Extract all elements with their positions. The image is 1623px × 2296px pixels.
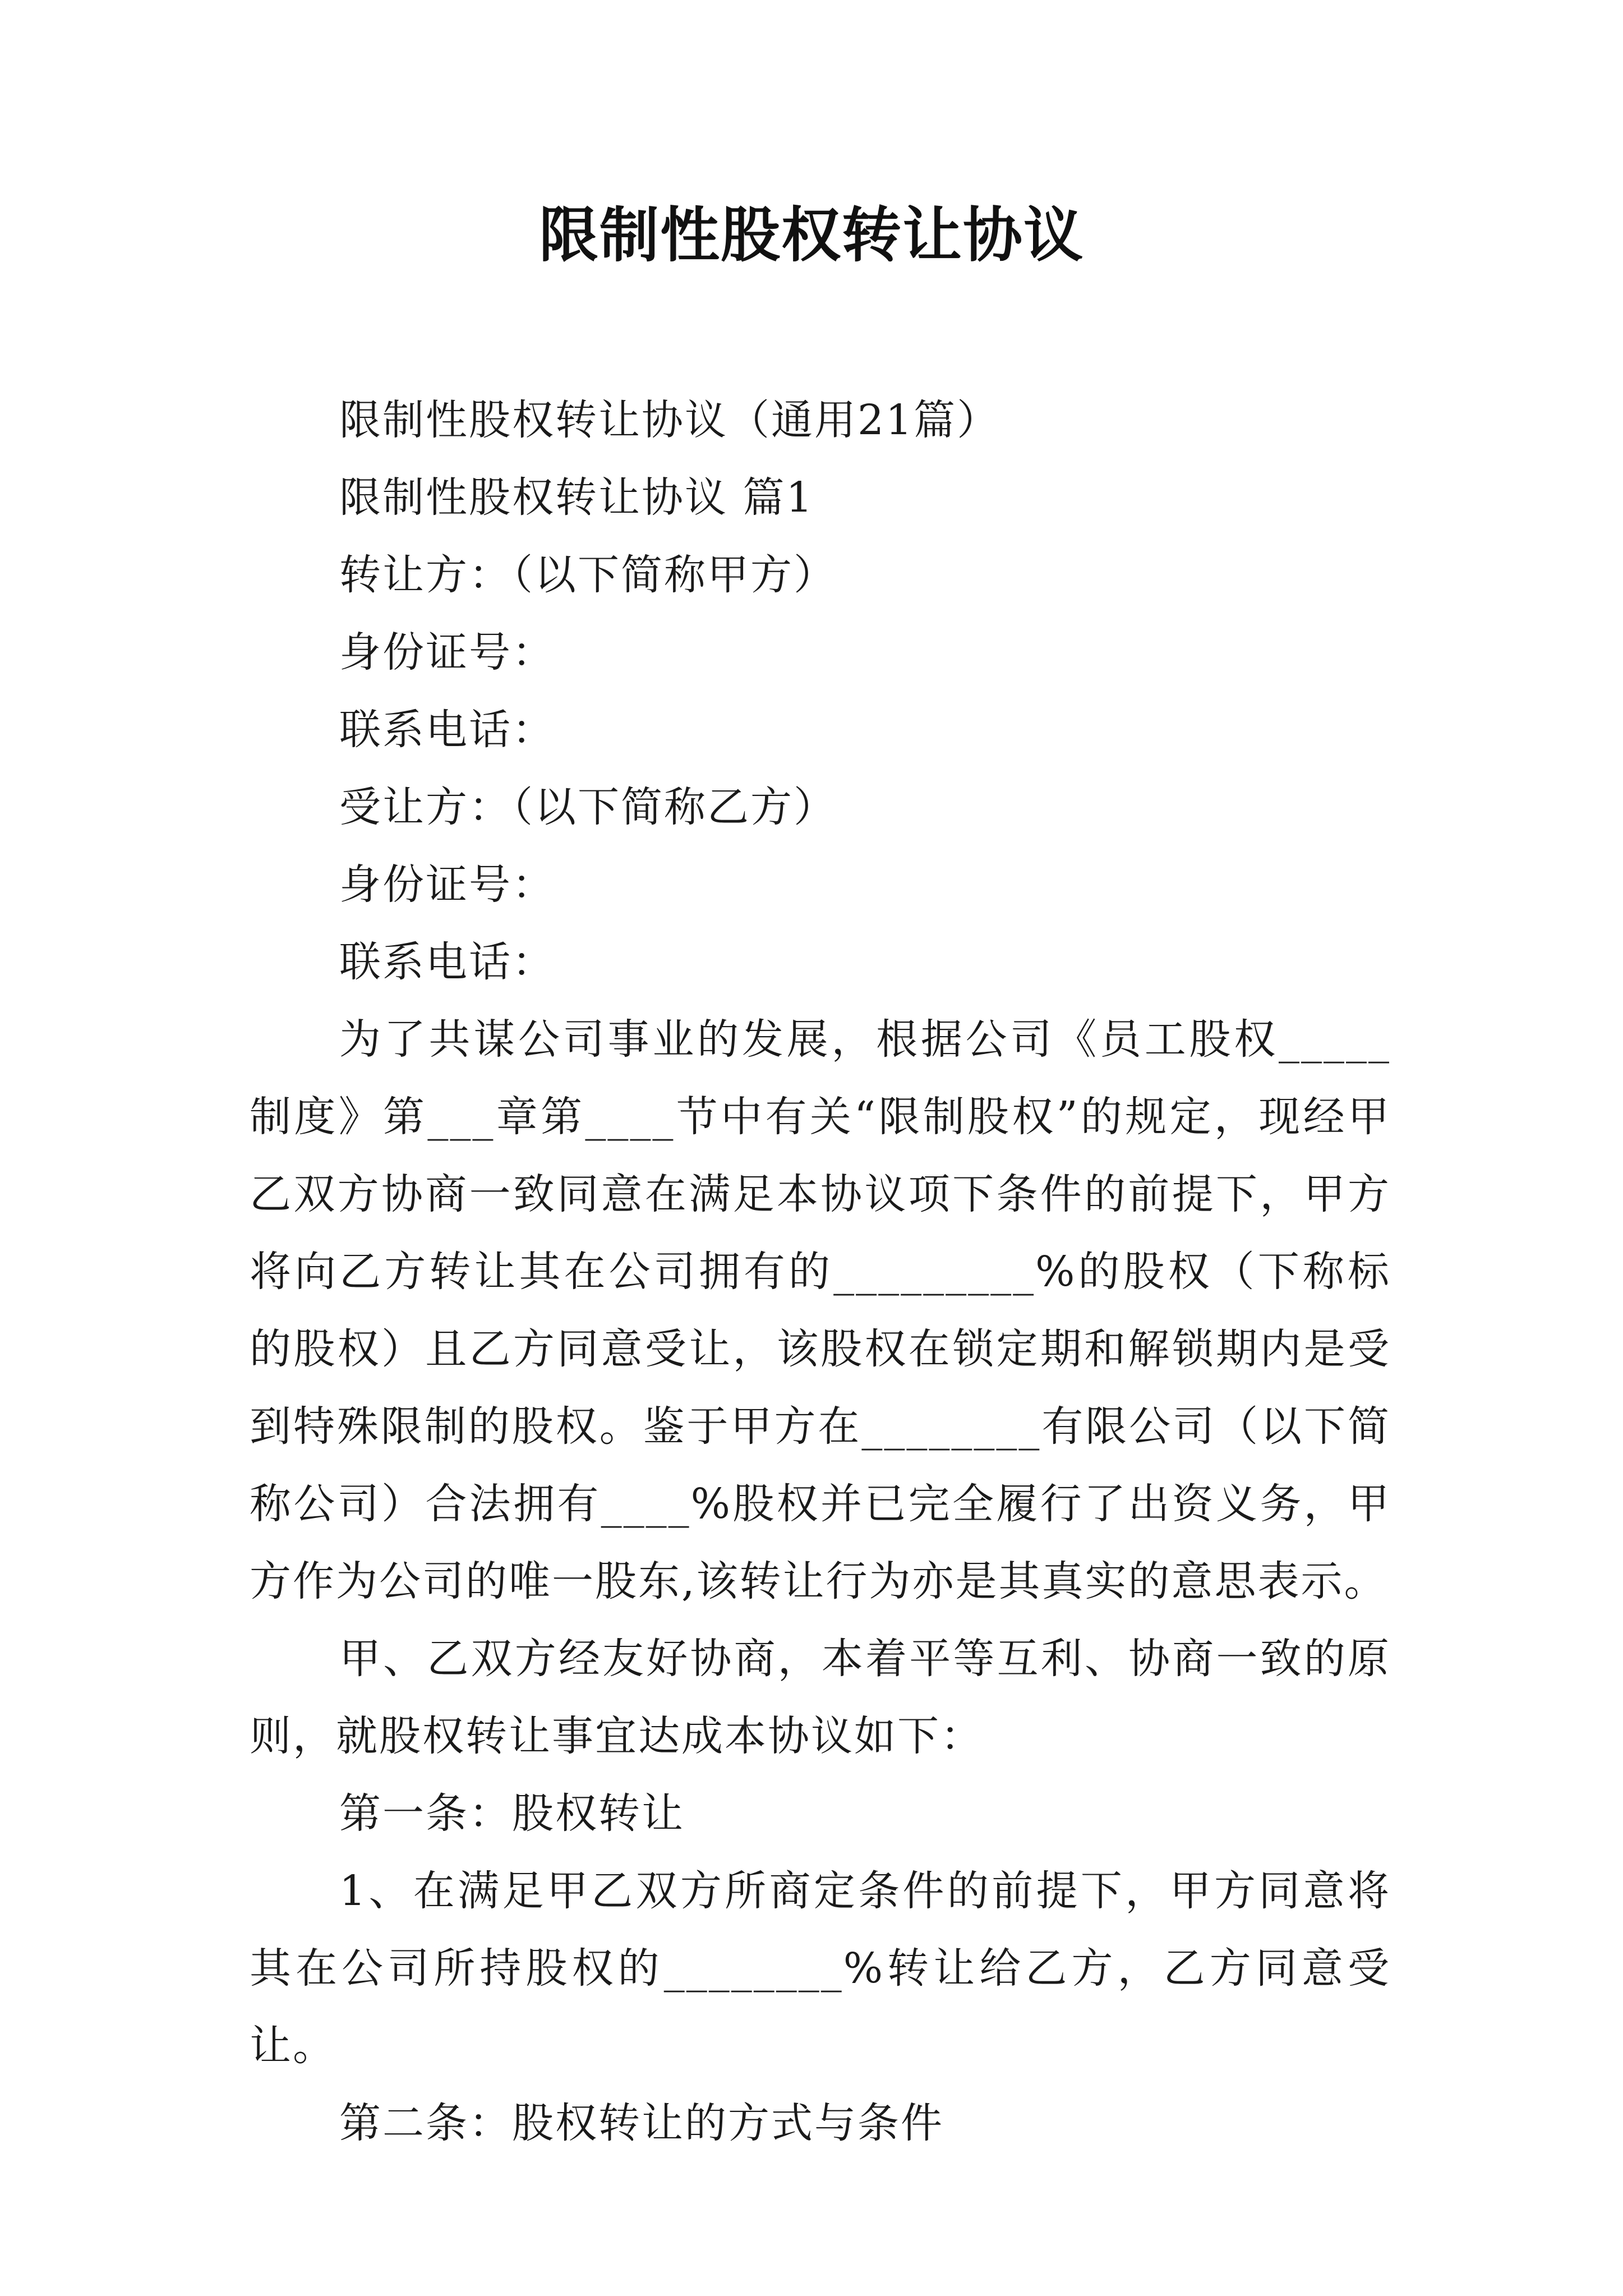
article-one-clause: 1、在满足甲乙双方所商定条件的前提下，甲方同意将其在公司所持股权的________%转让给乙方，乙方同意受让。 <box>250 1867 1391 2070</box>
article-two-heading: 第二条：股权转让的方式与条件 <box>339 2099 944 2147</box>
subtitle-paragraph: 限制性股权转让协议（通用21篇） <box>339 396 1000 444</box>
transferee-line: 受让方：（以下简称乙方） <box>339 783 837 831</box>
transferee-phone-line: 联系电话： <box>339 938 555 986</box>
section-heading: 限制性股权转让协议 篇1 <box>339 473 814 522</box>
preamble-paragraph: 为了共谋公司事业的发展，根据公司《员工股权_____制度》第___章第____节中有关“限制股权”的规定，现经甲乙双方协商一致同意在满足本协议项下条件的前提下，甲方将向乙方转让其在公司拥有的_________%的股权（下称标的股权）且乙方同意受让，该股权在锁定期和解锁期内是受到特殊限制的股权。鉴于甲方在________有限公司（以下简称公司）合法拥有____%股权并已完全履行了出资义务，甲方作为公司的唯一股东,该转让行为亦是其真实的意思表示。 <box>250 1015 1391 1605</box>
transferee-id-line: 身份证号： <box>339 861 555 909</box>
agreement-intro-paragraph: 甲、乙双方经友好协商，本着平等互利、协商一致的原则，就股权转让事宜达成本协议如下： <box>250 1635 1391 1760</box>
transferor-id-line: 身份证号： <box>339 628 555 677</box>
document-body <box>250 381 1391 2162</box>
article-one-heading: 第一条：股权转让 <box>339 1789 685 1838</box>
transferor-phone-line: 联系电话： <box>339 706 555 754</box>
document-title: 限制性股权转让协议 <box>539 201 1084 270</box>
transferor-line: 转让方：（以下简称甲方） <box>339 551 837 599</box>
